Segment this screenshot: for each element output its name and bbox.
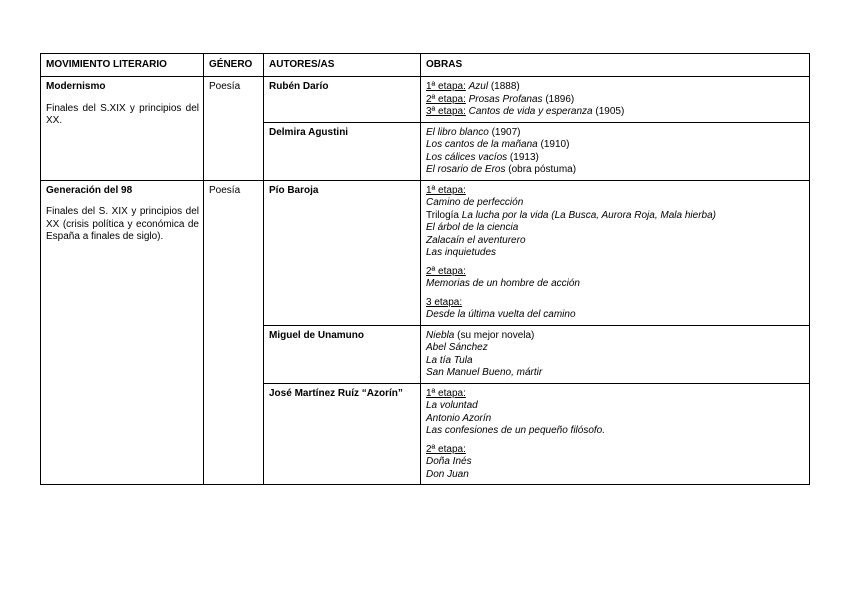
- work-year: (1905): [592, 106, 625, 117]
- work-title: Cantos de vida y esperanza: [468, 106, 593, 117]
- work-line: [426, 164, 805, 177]
- work-title: La voluntad: [426, 400, 478, 411]
- work-year: (1910): [537, 139, 570, 150]
- work-year: (1907): [488, 126, 521, 138]
- work-line: [426, 210, 805, 223]
- work-title: Niebla: [426, 329, 455, 341]
- stage-label: 3ª etapa:: [426, 106, 466, 117]
- author-cell: Rubén Darío: [264, 77, 421, 123]
- work-title: Zalacaín el aventurero: [426, 234, 526, 246]
- work-title: Las confesiones de un pequeño filósofo.: [426, 425, 606, 436]
- work-title: El rosario de Eros: [426, 164, 506, 175]
- work-title: Las inquietudes: [426, 247, 497, 258]
- works-cell: [421, 77, 810, 123]
- header-movimiento: MOVIMIENTO LITERARIO: [41, 54, 204, 77]
- movement-description: Finales del S.XIX y principios del XX.: [46, 102, 199, 126]
- work-title: Azul: [468, 81, 489, 92]
- work-title: El árbol de la ciencia: [426, 222, 519, 233]
- work-prefix: Trilogía: [426, 209, 462, 221]
- header-genero: GÉNERO: [204, 54, 264, 77]
- work-year: (1888): [488, 81, 520, 92]
- work-title: Antonio Azorín: [426, 412, 492, 424]
- work-title: Desde la última vuelta del camino: [426, 309, 576, 320]
- work-line: [426, 139, 805, 152]
- genre-cell: Poesía: [204, 180, 264, 485]
- stage-label: 2ª etapa:: [426, 265, 466, 277]
- work-title: Don Juan: [426, 468, 469, 480]
- stage-label: 1ª etapa:: [426, 184, 466, 196]
- work-title: San Manuel Bueno, mártir: [426, 367, 543, 378]
- movement-cell-generacion98: [41, 180, 204, 485]
- works-cell: [421, 383, 810, 485]
- header-obras: OBRAS: [421, 54, 810, 77]
- header-autores: AUTORES/AS: [264, 54, 421, 77]
- table-row: [41, 77, 810, 123]
- work-year: (1896): [542, 93, 575, 105]
- header-row: [41, 54, 810, 77]
- work-title: Abel Sánchez: [426, 342, 488, 353]
- work-note: (su mejor novela): [454, 329, 535, 341]
- work-title: Los cantos de la mañana: [426, 139, 538, 150]
- works-cell: [421, 325, 810, 383]
- literature-table: [40, 53, 810, 485]
- author-cell: Pío Baroja: [264, 180, 421, 325]
- work-title: Memorias de un hombre de acción: [426, 278, 580, 289]
- work-line: [426, 94, 805, 107]
- stage-label: 2ª etapa:: [426, 443, 466, 455]
- movement-name: Generación del 98: [46, 184, 133, 196]
- movement-name: Modernismo: [46, 81, 106, 92]
- work-line: [426, 81, 805, 94]
- work-line: [426, 152, 805, 165]
- work-title: Los cálices vacíos: [426, 151, 508, 163]
- stage-label: 1ª etapa:: [426, 81, 466, 92]
- stage-label: 3 etapa:: [426, 296, 463, 308]
- stage-label: 2ª etapa:: [426, 93, 466, 105]
- works-cell: [421, 122, 810, 180]
- work-title: La lucha por la vida (La Busca, Aurora Roja, Mala hierba): [461, 209, 716, 221]
- author-cell: Miguel de Unamuno: [264, 325, 421, 383]
- work-year: (1913): [507, 151, 539, 163]
- movement-description: Finales del S. XIX y principios del XX (crisis política y económica de España a finales de siglo).: [46, 206, 199, 242]
- genre-cell: Poesía: [204, 77, 264, 181]
- work-title: El libro blanco: [426, 126, 489, 138]
- work-title: Doña Inés: [426, 456, 472, 467]
- work-title: Prosas Profanas: [468, 93, 543, 105]
- work-line: [426, 127, 805, 140]
- stage-label: 1ª etapa:: [426, 387, 466, 399]
- work-year: (obra póstuma): [505, 164, 577, 175]
- table-row: [41, 180, 810, 325]
- author-cell: Delmira Agustini: [264, 122, 421, 180]
- work-line: [426, 106, 805, 119]
- work-title: La tía Tula: [426, 354, 473, 366]
- author-cell: José Martínez Ruíz “Azorín”: [264, 383, 421, 485]
- work-title: Camino de perfección: [426, 197, 524, 208]
- movement-cell-modernismo: [41, 77, 204, 181]
- works-cell: [421, 180, 810, 325]
- work-line: [426, 330, 805, 343]
